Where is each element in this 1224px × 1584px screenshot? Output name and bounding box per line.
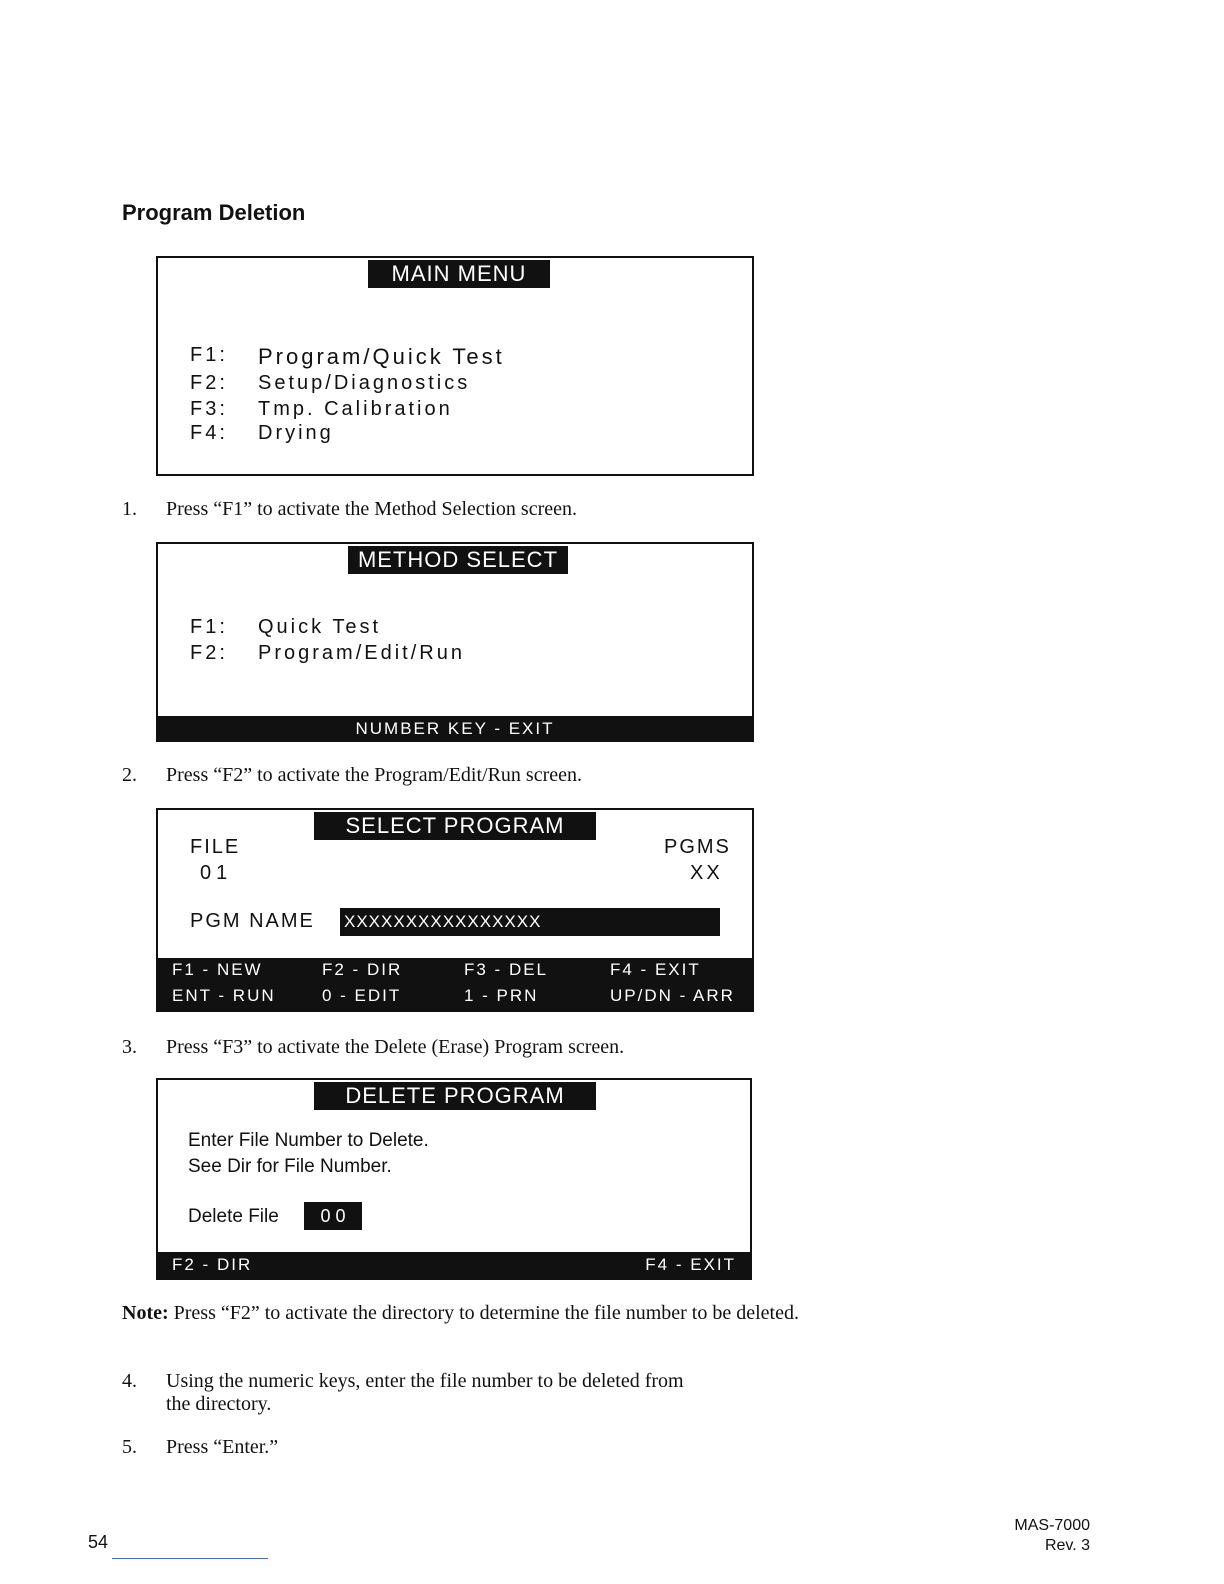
method-select-title: METHOD SELECT — [348, 546, 568, 574]
step-text: Using the numeric keys, enter the file number to be deleted from — [166, 1370, 684, 1392]
method-key: F2: — [190, 642, 228, 664]
file-label: FILE — [190, 836, 241, 858]
step-text: Press “F1” to activate the Method Selection screen. — [166, 498, 577, 520]
page-heading: Program Deletion — [122, 200, 306, 225]
select-program-screen — [156, 808, 754, 1012]
pgms-label: PGMS — [664, 836, 731, 858]
step-text: Press “Enter.” — [166, 1436, 279, 1458]
doc-revision: Rev. 3 — [1044, 1537, 1090, 1554]
method-label: Program/Edit/Run — [258, 642, 465, 664]
step-4 — [122, 1370, 822, 1418]
delete-program-footer — [156, 1252, 752, 1280]
step-text: Press “F2” to activate the Program/Edit/Run screen. — [166, 764, 583, 786]
footer-rule — [112, 1558, 268, 1559]
footer-prn[interactable]: 1 - PRN — [464, 986, 539, 1005]
footer-run[interactable]: ENT - RUN — [172, 986, 276, 1005]
doc-number: MAS-7000 — [1014, 1517, 1090, 1534]
method-label: Quick Test — [258, 616, 381, 638]
delete-file-label: Delete File — [188, 1206, 279, 1227]
step-3 — [122, 1036, 822, 1062]
file-value: 01 — [200, 862, 233, 884]
step-2 — [122, 764, 822, 790]
step-number: 3. — [122, 1036, 137, 1058]
delete-file-field[interactable]: 0 0 — [304, 1202, 362, 1230]
menu-label: Tmp. Calibration — [258, 398, 453, 420]
step-number: 1. — [122, 498, 137, 520]
note-paragraph — [122, 1302, 802, 1325]
select-program-title: SELECT PROGRAM — [314, 812, 596, 840]
step-1 — [122, 498, 822, 524]
footer-exit[interactable]: F4 - EXIT — [645, 1255, 736, 1274]
menu-key: F4: — [190, 422, 228, 444]
page-number: 54 — [88, 1532, 109, 1552]
method-key: F1: — [190, 616, 228, 638]
pgms-value: XX — [690, 862, 723, 884]
footer-dir[interactable]: F2 - DIR — [322, 960, 403, 979]
step-number: 5. — [122, 1436, 137, 1458]
main-menu-title: MAIN MENU — [368, 260, 550, 288]
footer-dir[interactable]: F2 - DIR — [172, 1255, 253, 1274]
menu-label: Setup/Diagnostics — [258, 372, 471, 394]
delete-program-screen — [156, 1078, 752, 1280]
main-menu-screen — [156, 256, 754, 476]
method-select-screen — [156, 542, 754, 742]
menu-key: F1: — [190, 344, 228, 366]
footer-exit[interactable]: F4 - EXIT — [610, 960, 701, 979]
pgm-name-field[interactable]: XXXXXXXXXXXXXXXX — [340, 908, 720, 936]
pgm-name-label: PGM NAME — [190, 910, 315, 932]
document-id — [1014, 1516, 1090, 1556]
step-number: 4. — [122, 1370, 137, 1392]
delete-instruction-2: See Dir for File Number. — [188, 1156, 392, 1177]
menu-key: F2: — [190, 372, 228, 394]
footer-edit[interactable]: 0 - EDIT — [322, 986, 402, 1005]
delete-instruction-1: Enter File Number to Delete. — [188, 1130, 429, 1151]
footer-del[interactable]: F3 - DEL — [464, 960, 549, 979]
note-text: Press “F2” to activate the directory to determine the file number to be deleted. — [168, 1302, 799, 1324]
step-text: Press “F3” to activate the Delete (Erase) Program screen. — [166, 1036, 625, 1058]
note-label: Note: — [122, 1302, 169, 1324]
menu-label: Drying — [258, 422, 334, 444]
delete-program-title: DELETE PROGRAM — [314, 1082, 596, 1110]
step-5 — [122, 1436, 822, 1462]
footer-arr[interactable]: UP/DN - ARR — [610, 986, 735, 1005]
step-text-continued: the directory. — [166, 1393, 272, 1415]
menu-key: F3: — [190, 398, 228, 420]
select-program-footer — [156, 958, 754, 1012]
method-select-footer: NUMBER KEY - EXIT — [156, 716, 754, 742]
menu-label: Program/Quick Test — [258, 344, 505, 369]
footer-new[interactable]: F1 - NEW — [172, 960, 263, 979]
step-number: 2. — [122, 764, 137, 786]
